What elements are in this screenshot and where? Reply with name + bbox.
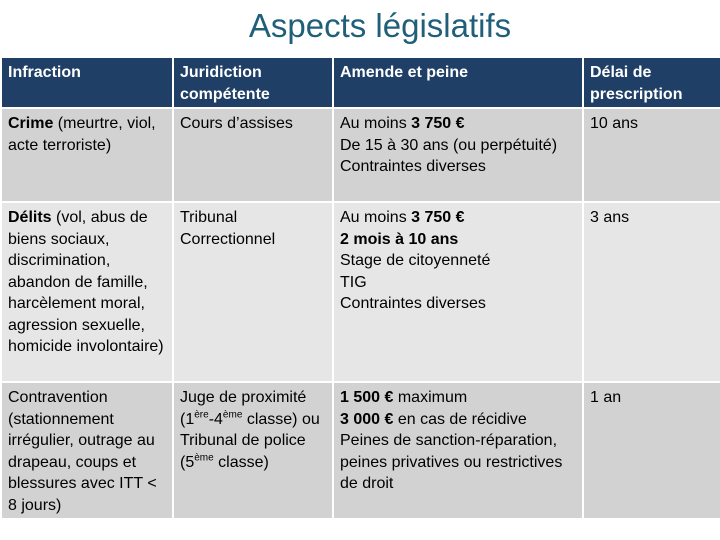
table-row-delits — [1, 202, 720, 382]
cell-peine: Au moins 3 750 € 2 mois à 10 ans Stage de citoyenneté TIG Contraintes diverses — [333, 202, 583, 382]
cell-juridiction: Juge de proximité (1ère-4ème classe) ou Tribunal de police (5ème classe) — [173, 382, 333, 519]
legal-aspects-table — [0, 56, 720, 520]
header-juridiction: Juridiction compétente — [173, 57, 333, 108]
cell-infraction: Contravention (stationnement irrégulier, outrage au drapeau, coups et blessures avec ITT < 8 jours) — [1, 382, 173, 519]
table-header-row — [1, 57, 720, 108]
header-delai: Délai de prescription — [583, 57, 720, 108]
header-infraction: Infraction — [1, 57, 173, 108]
table-row-crime — [1, 108, 720, 202]
cell-infraction: Délits (vol, abus de biens sociaux, discrimination, abandon de famille, harcèlement moral, agression sexuelle, homicide involontaire) — [1, 202, 173, 382]
cell-infraction: Crime (meurtre, viol, acte terroriste) — [1, 108, 173, 202]
cell-juridiction: Tribunal Correctionnel — [173, 202, 333, 382]
header-peine: Amende et peine — [333, 57, 583, 108]
table-row-contravention — [1, 382, 720, 519]
cell-peine: Au moins 3 750 € De 15 à 30 ans (ou perpétuité) Contraintes diverses — [333, 108, 583, 202]
cell-delai: 10 ans — [583, 108, 720, 202]
cell-delai: 1 an — [583, 382, 720, 519]
page-title: Aspects législatifs — [248, 7, 512, 44]
cell-delai: 3 ans — [583, 202, 720, 382]
cell-peine: 1 500 € maximum 3 000 € en cas de récidive Peines de sanction-réparation, peines privatives ou restrictives de droit — [333, 382, 583, 519]
cell-juridiction: Cours d’assises — [173, 108, 333, 202]
